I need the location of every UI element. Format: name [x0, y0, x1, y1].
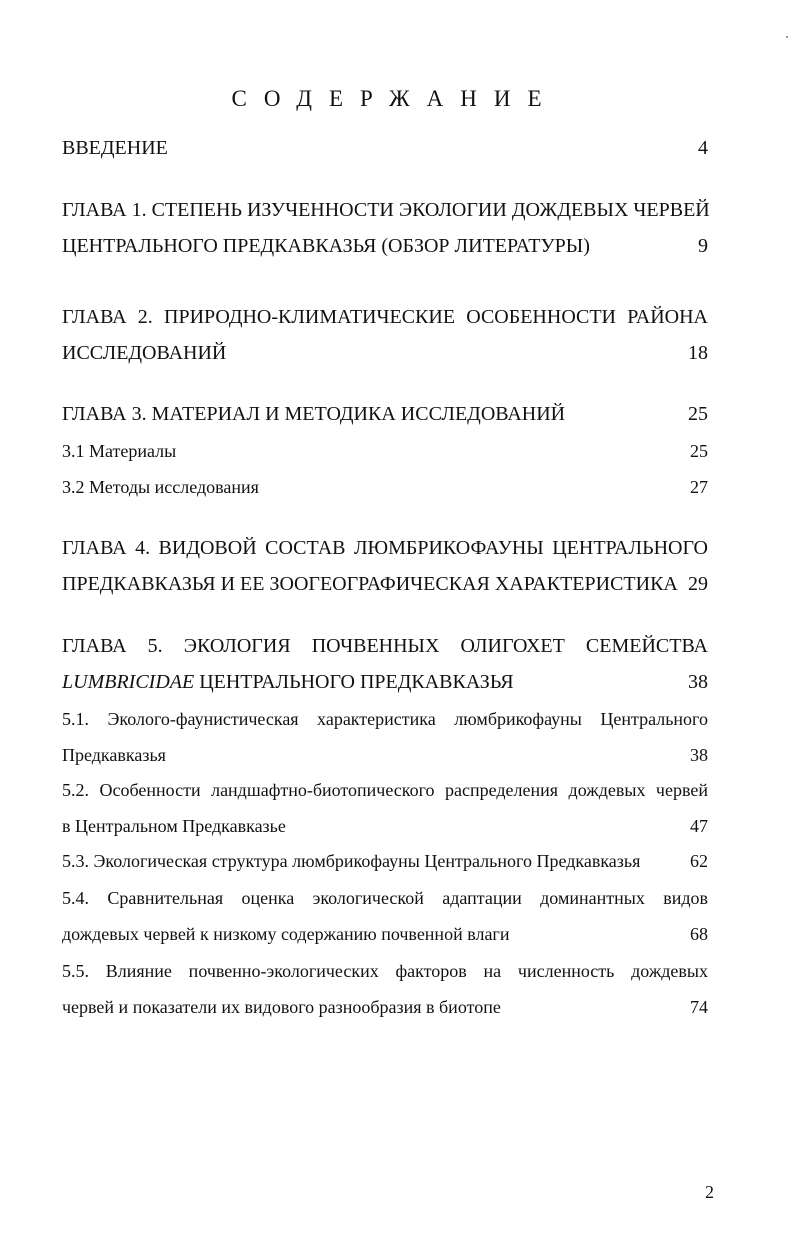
- toc-subentry-label: 3.1 Материалы: [62, 441, 177, 461]
- toc-subentry-5-3: [62, 843, 708, 879]
- toc-subentry-line: 5.3. Экологическая структура люмбрикофауны Центрального Предкавказья: [62, 851, 641, 871]
- toc-entry-label: ВВЕДЕНИЕ: [62, 137, 168, 159]
- toc-subentry-line: дождевых червей к низкому содержанию почвенной влаги: [62, 924, 510, 944]
- toc-entry-line-rest: ЦЕНТРАЛЬНОГО ПРЕДКАВКАЗЬЯ: [194, 671, 514, 693]
- toc-subentry-line: 5.1. Эколого-фаунистическая характеристика люмбрикофауны Центрального: [62, 709, 708, 729]
- toc-entry-line: ИССЛЕДОВАНИЙ: [62, 342, 227, 364]
- toc-entry-line: ГЛАВА 1. СТЕПЕНЬ ИЗУЧЕННОСТИ ЭКОЛОГИИ ДОЖДЕВЫХ ЧЕРВЕЙ: [62, 199, 710, 221]
- toc-subentry-5-1: [62, 701, 708, 773]
- toc-entry-chapter-5: [62, 628, 708, 700]
- toc-entry-line: ПРЕДКАВКАЗЬЯ И ЕЕ ЗООГЕОГРАФИЧЕСКАЯ ХАРАКТЕРИСТИКА: [62, 573, 678, 595]
- toc-entry-line: ГЛАВА 2. ПРИРОДНО-КЛИМАТИЧЕСКИЕ ОСОБЕННОСТИ РАЙОНА: [62, 306, 708, 328]
- page-number: 2: [705, 1182, 714, 1202]
- toc-entry-line: ЦЕНТРАЛЬНОГО ПРЕДКАВКАЗЬЯ (ОБЗОР ЛИТЕРАТУРЫ): [62, 235, 590, 257]
- toc-entry-line: [62, 664, 514, 700]
- toc-subentry-page: 62: [690, 851, 708, 871]
- toc-subentry-5-4: [62, 880, 708, 952]
- toc-entry-intro: [62, 130, 708, 166]
- toc-entry-chapter-4: [62, 530, 708, 602]
- toc-entry-chapter-2: [62, 299, 708, 371]
- toc-entry-line: ГЛАВА 5. ЭКОЛОГИЯ ПОЧВЕННЫХ ОЛИГОХЕТ СЕМЕЙСТВА: [62, 635, 708, 657]
- toc-subentry-page: 47: [690, 816, 708, 836]
- toc-subentry-page: 38: [690, 745, 708, 765]
- toc-entry-page: 18: [688, 342, 708, 364]
- toc-subentry-page: 25: [690, 441, 708, 461]
- toc-title: СОДЕРЖАНИЕ: [231, 86, 559, 111]
- toc-subentry-line: 5.4. Сравнительная оценка экологической адаптации доминантных видов: [62, 888, 708, 908]
- toc-subentry-line: 5.2. Особенности ландшафтно-биотопического распределения дождевых червей: [62, 780, 708, 800]
- toc-entry-chapter-1: [62, 192, 708, 264]
- scan-speck: [786, 36, 788, 38]
- toc-entry-page: 4: [698, 137, 708, 159]
- toc-subentry-page: 27: [690, 477, 708, 497]
- toc-entry-page: 29: [688, 573, 708, 595]
- toc-subentry-5-2: [62, 772, 708, 844]
- toc-subentry-line: червей и показатели их видового разнообразия в биотопе: [62, 997, 501, 1017]
- toc-entry-line: ГЛАВА 4. ВИДОВОЙ СОСТАВ ЛЮМБРИКОФАУНЫ ЦЕНТРАЛЬНОГО: [62, 537, 708, 559]
- toc-subentry-3-1: [62, 433, 708, 469]
- toc-subentry-label: 3.2 Методы исследования: [62, 477, 259, 497]
- toc-subentry-5-5: [62, 953, 708, 1025]
- toc-subentry-line: в Центральном Предкавказье: [62, 816, 286, 836]
- toc-subentry-page: 74: [690, 997, 708, 1017]
- toc-subentry-line: Предкавказья: [62, 745, 166, 765]
- toc-entry-label: ГЛАВА 3. МАТЕРИАЛ И МЕТОДИКА ИССЛЕДОВАНИЙ: [62, 403, 566, 425]
- toc-subentry-line: 5.5. Влияние почвенно-экологических факторов на численность дождевых: [62, 961, 708, 981]
- toc-subentry-3-2: [62, 469, 708, 505]
- family-name-italic: LUMBRICIDAE: [62, 671, 195, 693]
- toc-entry-chapter-3: [62, 396, 708, 432]
- toc-entry-page: 9: [698, 235, 708, 257]
- toc-entry-page: 38: [688, 671, 708, 693]
- toc-entry-page: 25: [688, 403, 708, 425]
- toc-subentry-page: 68: [690, 924, 708, 944]
